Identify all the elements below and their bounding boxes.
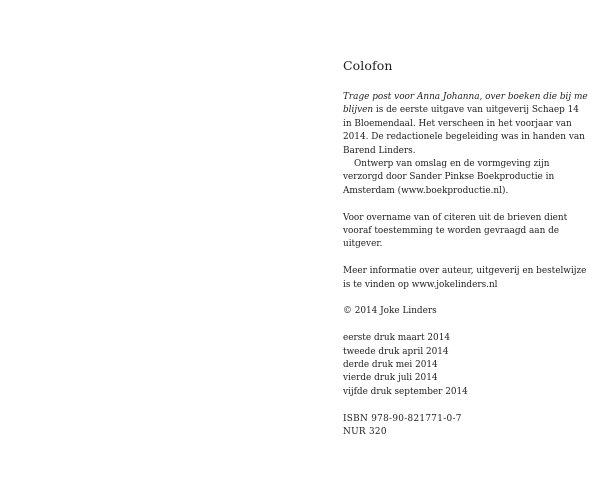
rights-line3: uitgever. [343, 239, 383, 250]
intro-line4: 2014. De redactionele begeleiding was in handen van [343, 132, 585, 143]
printing-entry: vierde druk juli 2014 [343, 373, 438, 384]
copyright-line: © 2014 Joke Linders [343, 306, 437, 317]
design-line3: Amsterdam (www.boekproductie.nl). [343, 185, 509, 196]
intro-line5: Barend Linders. [343, 145, 416, 156]
book-title-line2: blijven [343, 105, 374, 116]
rights-line1: Voor overname van of citeren uit de brieven dient [343, 212, 568, 223]
info-line1: Meer informatie over auteur, uitgeverij en bestelwijze [343, 266, 587, 277]
intro-paragraph [343, 91, 588, 158]
rights-line2: vooraf toestemming te worden gevraagd aan de [343, 226, 560, 237]
printings-list [343, 332, 583, 399]
intro-line2-rest: is de eerste uitgave van uitgeverij Schaep 14 [373, 105, 579, 116]
intro-line3: in Bloemendaal. Het verscheen in het voorjaar van [343, 118, 572, 129]
printing-entry: derde druk mei 2014 [343, 360, 438, 371]
printing-entry: eerste druk maart 2014 [343, 333, 450, 344]
colophon-title: Colofon [343, 58, 393, 73]
identifiers [343, 413, 583, 440]
copyright-notice [343, 305, 583, 318]
right-page [300, 0, 600, 480]
printing-entry: tweede druk april 2014 [343, 346, 449, 357]
nur-line: NUR 320 [343, 427, 387, 438]
info-paragraph [343, 265, 587, 292]
colophon [343, 58, 588, 453]
rights-paragraph [343, 212, 583, 252]
printing-entry: vijfde druk september 2014 [343, 386, 468, 397]
design-line2: verzorgd door Sander Pinkse Boekproductie in [343, 172, 555, 183]
info-line2: is te vinden op www.jokelinders.nl [343, 279, 498, 290]
intro-paragraph-block [343, 91, 588, 198]
book-title-line1: Trage post voor Anna Johanna, over boeken die bij me [343, 92, 588, 102]
design-line1: Ontwerp van omslag en de vormgeving zijn [354, 159, 550, 170]
isbn-line: ISBN 978-90-821771-0-7 [343, 413, 462, 424]
design-paragraph [343, 158, 583, 171]
